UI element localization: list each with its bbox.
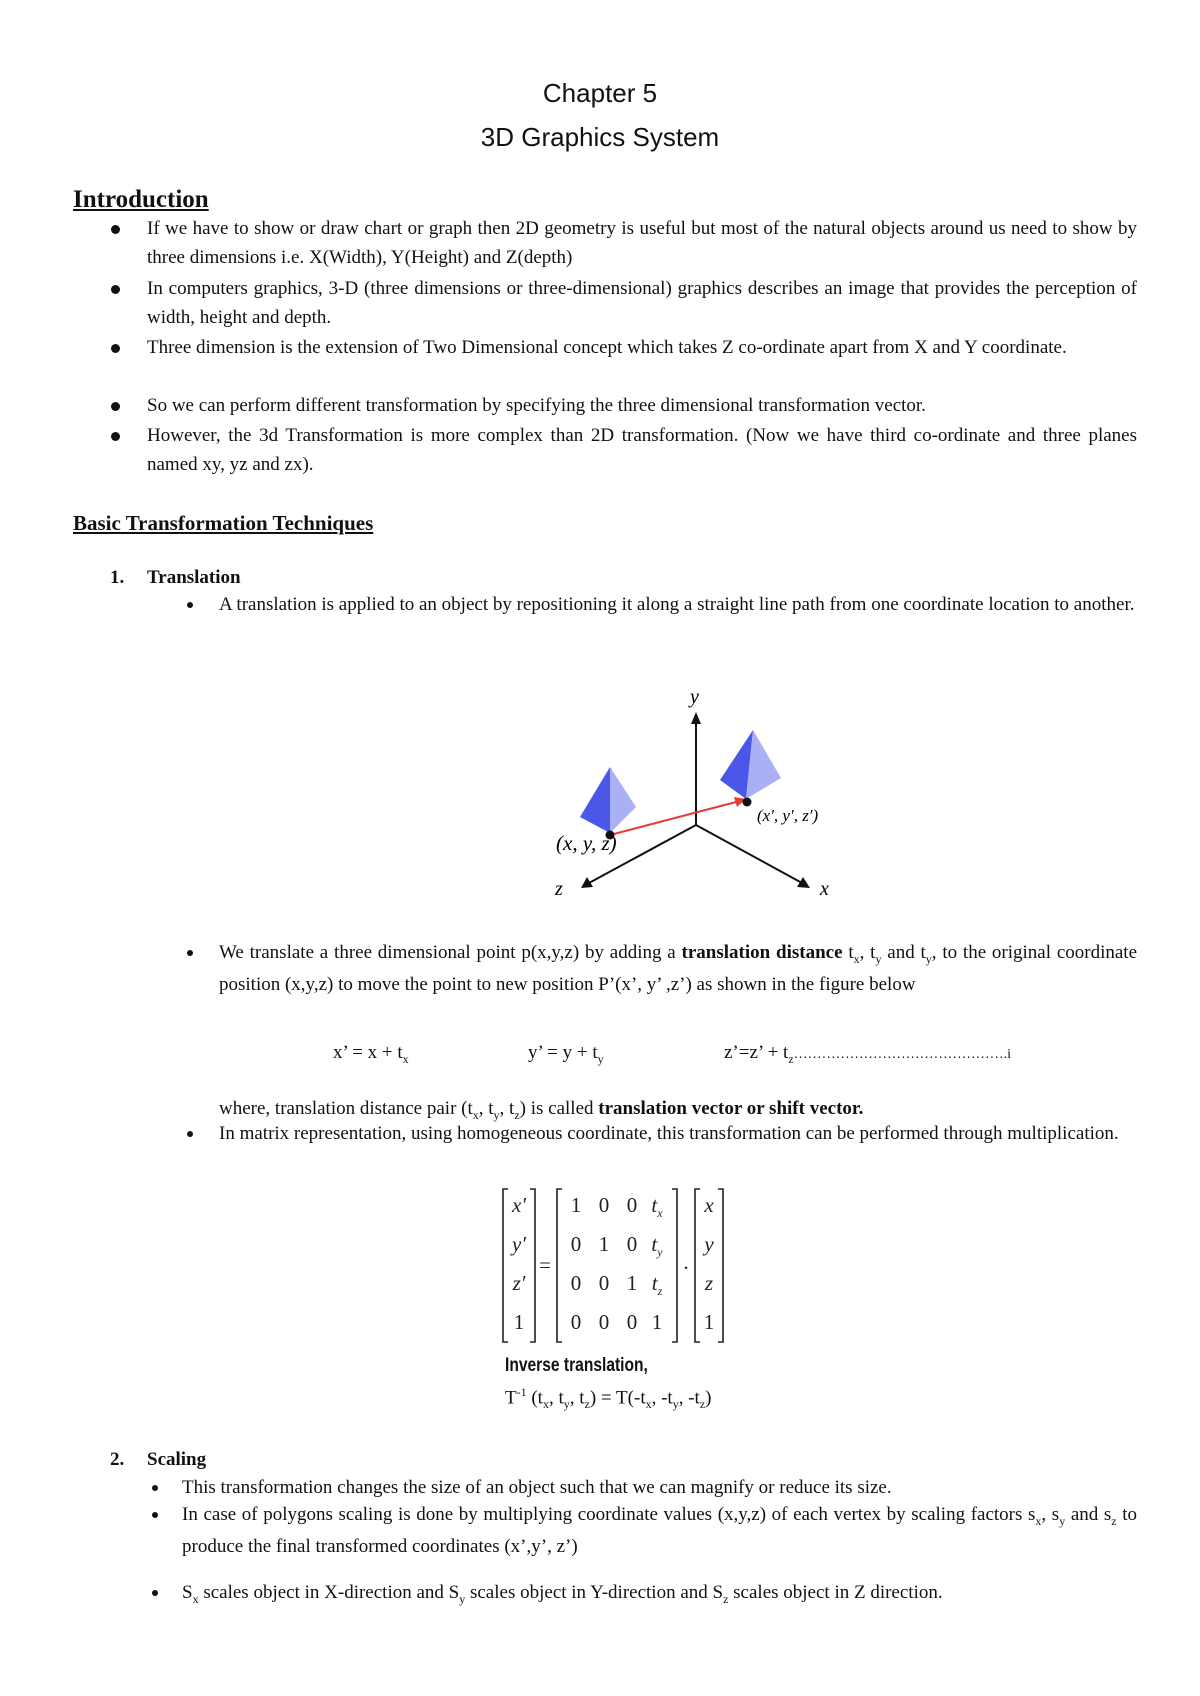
introduction-heading: Introduction [73,186,209,213]
point-label-translated: (x′, y′, z′) [757,806,819,825]
inverse-translation-formula: $T^{-1}$ ($t_x$, $t_y$, $t_z) = T(-t_x$, $-t_y$, $-t_z$) [505,1385,712,1412]
axis-label-z: z [555,878,563,900]
translation-item-1: A translation is applied to an object by repositioning it along a straight line path from one coordinate location to another. [219,594,1135,615]
bullet-icon [111,432,120,441]
matrix-cell: 1 [598,1232,610,1256]
equation-x: x’ = $x + t_x$ [333,1042,409,1066]
translation-matrix [500,1185,735,1350]
chapter-number: Chapter 5 [542,78,658,108]
point-label-original: (x, y, z) [556,831,617,855]
bullet-icon [111,344,120,353]
matrix-cell: 0 [626,1310,638,1334]
bullet-icon [187,1131,193,1137]
matrix-rhs-cell: y [704,1232,714,1256]
intro-item-4: So we can perform different transformation by specifying the three dimensional transformation vector. [147,395,926,416]
matrix-cell: 1 [570,1193,582,1217]
matrix-lhs-cell: y′ [512,1232,526,1256]
intro-item-3: Three dimension is the extension of Two Dimensional concept which takes Z co-ordinate apart from X and Y coordinate. [147,337,1067,358]
intro-item-5: However, the 3d Transformation is more complex than 2D transformation. (Now we have third co-ordinate and three planes named xy, yz and zx). [147,425,1137,475]
bullet-icon [111,402,120,411]
pyramid-original [580,767,636,833]
matrix-cell: 0 [598,1310,610,1334]
matrix-cell: 0 [570,1271,582,1295]
matrix-cell: $t_y$ [651,1232,663,1259]
pyramid-translated [720,730,781,799]
bullet-icon [152,1485,158,1491]
matrix-cell: 0 [626,1193,638,1217]
matrix-cell: $t_x$ [651,1193,663,1220]
translation-title: Translation [147,567,241,588]
matrix-cell: 0 [570,1232,582,1256]
axis-label-x: x [820,878,829,900]
inverse-translation-title: Inverse translation, [505,1355,648,1376]
matrix-lhs-cell: z′ [512,1271,526,1295]
matrix-cell: 0 [626,1232,638,1256]
bullet-icon [111,225,120,234]
scaling-title: Scaling [147,1449,207,1470]
scaling-item-1: This transformation changes the size of an object such that we can magnify or reduce its size. [182,1477,892,1498]
scaling-item-2: In case of polygons scaling is done by multiplying coordinate values (x,y,z) of each vertex by scaling factors $s_x$, $s_y$ and $s_z$ to produce the final transformed coordinates (x’,y’, z’) [182,1504,1138,1557]
matrix-dot: . [683,1250,689,1274]
section-number: 1. [110,567,125,588]
equation-y: y’ = $y + t_y$ [528,1042,604,1066]
point-translated [743,798,752,807]
translation-figure [540,685,850,910]
matrix-cell: 0 [598,1193,610,1217]
matrix-rhs-cell: z [704,1271,714,1295]
matrix-lhs-cell: 1 [513,1310,525,1334]
intro-item-2: In computers graphics, 3-D (three dimensions or three-dimensional) graphics describes an image that provides the perception of width, height and depth. [147,278,1137,328]
translation-item-3: In matrix representation, using homogeneous coordinate, this transformation can be performed through multiplication. [219,1123,1119,1144]
matrix-cell: 0 [598,1271,610,1295]
intro-item-1: If we have to show or draw chart or graph then 2D geometry is useful but most of the natural objects around us need to show by three dimensions i.e. X(Width), Y(Height) and Z(depth) [147,218,1137,268]
translation-vector-note: where, translation distance pair ($t_x$, $t_y$, $t_z$) is called translation vector or shift vector. [219,1098,864,1122]
matrix-cell: 1 [651,1310,663,1334]
matrix-lhs-cell: x′ [512,1193,526,1217]
equation-z: z’=z’ + $t_z\dots\dots\dots\dots\dots\dots\dots\dots\dots\dots\dots\dots\dots\dots\dots.i$ [724,1042,1012,1066]
matrix-cell: 1 [626,1271,638,1295]
bullet-icon [111,285,120,294]
translation-item-2: We translate a three dimensional point p(x,y,z) by adding a translation distance $t_x$, $t_y$ and $t_y$, to the original coordinate position (x,y,z) to move the point to new position P’(x’, y’ ,z’) as shown in the figure below [219,942,1138,995]
matrix-cell: $t_z$ [651,1271,663,1298]
matrix-brackets [503,1189,723,1342]
x-axis [696,825,810,888]
matrix-equals: = [539,1253,551,1277]
bullet-icon [152,1512,158,1518]
matrix-cell: 0 [570,1310,582,1334]
scaling-item-3: $S_x$ scales object in X-direction and $S_y$ scales object in Y-direction and $S_z$ scales object in Z direction. [182,1582,943,1606]
section-number: 2. [110,1449,125,1470]
chapter-title: 3D Graphics System [480,122,720,152]
matrix-rhs-cell: 1 [703,1310,715,1334]
bullet-icon [187,602,193,608]
bullet-icon [187,950,193,956]
matrix-rhs-cell: x [704,1193,714,1217]
bullet-icon [152,1590,158,1596]
y-axis [691,712,701,825]
basic-techniques-heading: Basic Transformation Techniques [73,511,374,535]
axis-label-y: y [690,686,699,708]
